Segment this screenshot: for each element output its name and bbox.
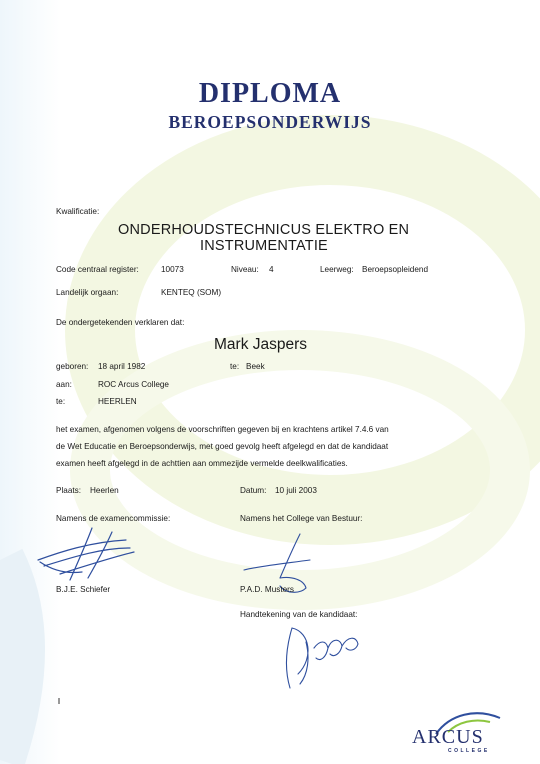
body-label: Landelijk orgaan:	[56, 288, 119, 297]
at-label: aan:	[56, 380, 72, 389]
qualification-label: Kwalificatie:	[56, 207, 100, 216]
diploma-title: DIPLOMA	[198, 78, 342, 109]
candidate-signature	[270, 618, 370, 698]
place-value: Heerlen	[90, 486, 119, 495]
committee-signature	[30, 522, 140, 582]
logo-wordmark: ARCUS	[412, 726, 484, 748]
city-label: te:	[56, 397, 66, 406]
declaration-line2: de Wet Educatie en Beroepsonderwijs, met goed gevolg heeft afgelegd en dat de kandidaat	[56, 442, 389, 451]
place-label: Plaats:	[56, 486, 82, 495]
margin-mark	[58, 698, 60, 704]
committee-label: Namens de examencommissie:	[56, 514, 171, 523]
board-label: Namens het College van Bestuur:	[240, 514, 363, 523]
date-label: Datum:	[240, 486, 267, 495]
declaration-line3: examen heeft afgelegd in de achttien aan ommezijde vermelde deelkwalificaties.	[56, 459, 348, 468]
signatory2-name: P.A.D. Musters	[240, 585, 294, 594]
declaration-intro: De ondergetekenden verklaren dat:	[56, 318, 185, 327]
level-label: Niveau:	[231, 265, 259, 274]
signatory1-name: B.J.E. Schiefer	[56, 585, 111, 594]
born-label: geboren:	[56, 362, 89, 371]
date-value: 10 juli 2003	[275, 486, 317, 495]
declaration-line1: het examen, afgenomen volgens de voorschriften gegeven bij en krachtens artikel 7.4.6 van	[56, 425, 389, 434]
born-place-label: te:	[230, 362, 240, 371]
qualification-name-line2: INSTRUMENTATIE	[200, 238, 328, 254]
candidate-signature-label: Handtekening van de kandidaat:	[240, 610, 358, 619]
path-label: Leerweg:	[320, 265, 354, 274]
level-value: 4	[269, 265, 274, 274]
body-value: KENTEQ (SOM)	[161, 288, 222, 297]
qualification-name-line1: ONDERHOUDSTECHNICUS ELEKTRO EN	[118, 222, 410, 238]
code-value: 10073	[161, 265, 184, 274]
born-place-value: Beek	[246, 362, 265, 371]
diploma-subtitle: BEROEPSONDERWIJS	[168, 112, 372, 132]
at-value: ROC Arcus College	[98, 380, 169, 389]
path-value: Beroepsopleidend	[362, 265, 429, 274]
logo-subtext: COLLEGE	[448, 748, 490, 754]
city-value: HEERLEN	[98, 397, 137, 406]
born-value: 18 april 1982	[98, 362, 146, 371]
candidate-name: Mark Jaspers	[214, 336, 308, 353]
code-label: Code centraal register:	[56, 265, 139, 274]
